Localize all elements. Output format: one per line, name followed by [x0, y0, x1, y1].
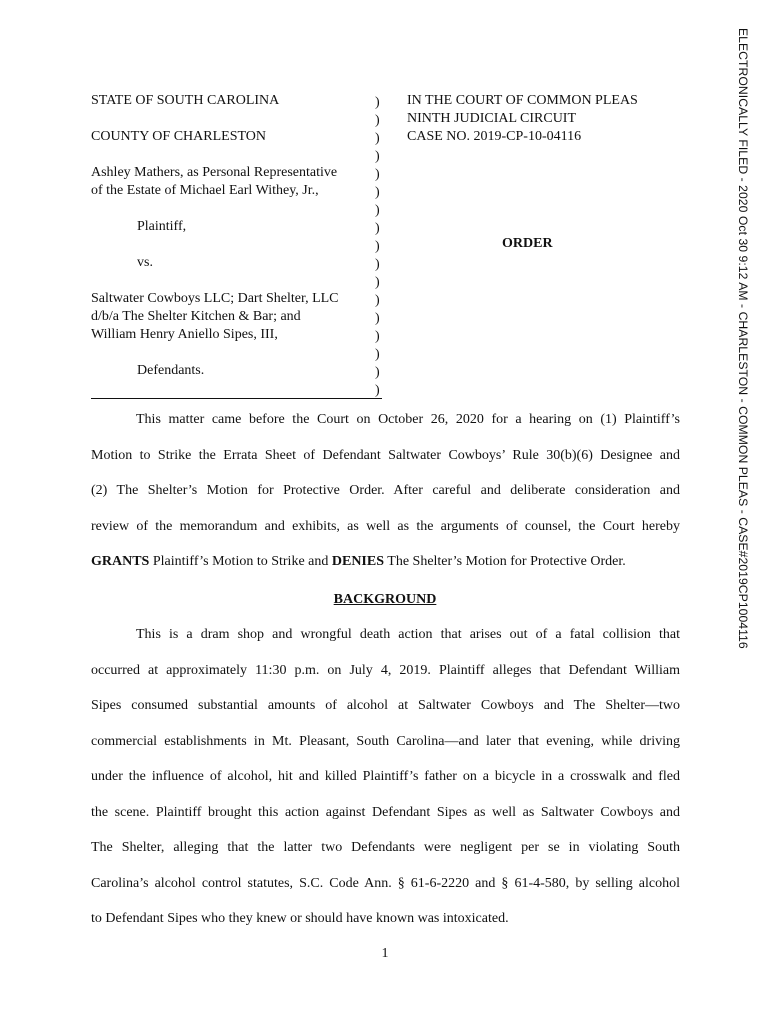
paren: ) [375, 347, 380, 362]
denies-text: DENIES [331, 554, 385, 569]
background-line: to Defendant Sipes who they knew or should have known was intoxicated. [91, 911, 509, 926]
background-line: under the influence of alcohol, hit and killed Plaintiff’s father on a bicycle in a crosswalk and fled [91, 769, 680, 784]
paren: ) [375, 113, 380, 128]
defendants-line3: William Henry Aniello Sipes, III, [91, 327, 278, 342]
paren: ) [375, 149, 380, 164]
paren: ) [375, 383, 380, 398]
page-number: 1 [381, 946, 389, 961]
state-name: STATE OF SOUTH CAROLINA [91, 93, 280, 108]
plaintiff-label: Plaintiff, [137, 219, 187, 234]
defendants-line1: Saltwater Cowboys LLC; Dart Shelter, LLC [91, 291, 339, 306]
caption-paren-column [375, 94, 387, 400]
background-line: This is a dram shop and wrongful death action that arises out of a fatal collision that [136, 627, 680, 642]
paren: ) [375, 329, 380, 344]
electronic-filing-stamp: ELECTRONICALLY FILED - 2020 Oct 30 9:12 AM - CHARLESTON - COMMON PLEAS - CASE#2019CP1004116 [736, 28, 750, 649]
paren: ) [375, 365, 380, 380]
intro-text: The Shelter’s Motion for Protective Order. [384, 554, 626, 569]
paren: ) [375, 311, 380, 326]
background-paragraph [91, 617, 680, 937]
paren: ) [375, 131, 380, 146]
paren: ) [375, 185, 380, 200]
county-name: COUNTY OF CHARLESTON [91, 129, 267, 144]
intro-line: Motion to Strike the Errata Sheet of Defendant Saltwater Cowboys’ Rule 30(b)(6) Designee and [91, 447, 680, 463]
versus-label: vs. [137, 255, 153, 270]
plaintiff-name-line1: Ashley Mathers, as Personal Representative [91, 165, 338, 180]
section-heading-background: BACKGROUND [333, 592, 437, 607]
intro-line: review of the memorandum and exhibits, as well as the arguments of counsel, the Court hereby [91, 518, 680, 534]
background-line: occurred at approximately 11:30 p.m. on July 4, 2019. Plaintiff alleges that Defendant William [91, 662, 680, 678]
intro-text: Plaintiff’s Motion to Strike and [149, 554, 332, 569]
paren: ) [375, 203, 380, 218]
paren: ) [375, 293, 380, 308]
paren: ) [375, 221, 380, 236]
document-title: ORDER [502, 236, 553, 251]
judicial-circuit: NINTH JUDICIAL CIRCUIT [407, 111, 577, 126]
court-info [407, 92, 638, 146]
defendants-line2: d/b/a The Shelter Kitchen & Bar; and [91, 309, 301, 324]
grants-text: GRANTS [91, 554, 150, 569]
caption-underline [91, 398, 382, 399]
intro-paragraph [91, 402, 680, 580]
paren: ) [375, 95, 380, 110]
plaintiff-name-line2: of the Estate of Michael Earl Withey, Jr., [91, 183, 319, 198]
intro-line [91, 544, 680, 580]
background-line: Carolina’s alcohol control statutes, S.C. Code Ann. § 61-6-2220 and § 61-4-580, by selling alcohol [91, 875, 680, 891]
intro-line: (2) The Shelter’s Motion for Protective Order. After careful and deliberate consideration and [91, 483, 680, 498]
background-line: The Shelter, alleging that the latter two Defendants were negligent per se in violating South [91, 840, 680, 855]
paren: ) [375, 257, 380, 272]
paren: ) [375, 167, 380, 182]
background-line: commercial establishments in Mt. Pleasant, South Carolina—and later that evening, while driving [91, 733, 680, 749]
paren: ) [375, 275, 380, 290]
case-number: CASE NO. 2019-CP-10-04116 [407, 129, 582, 144]
intro-line: This matter came before the Court on October 26, 2020 for a hearing on (1) Plaintiff’s [136, 412, 680, 427]
court-name: IN THE COURT OF COMMON PLEAS [407, 93, 638, 108]
paren: ) [375, 239, 380, 254]
background-line: the scene. Plaintiff brought this action against Defendant Sipes as well as Saltwater Cowboys and [91, 804, 680, 820]
defendants-label: Defendants. [137, 363, 205, 378]
background-line: Sipes consumed substantial amounts of alcohol at Saltwater Cowboys and The Shelter—two [91, 698, 680, 713]
